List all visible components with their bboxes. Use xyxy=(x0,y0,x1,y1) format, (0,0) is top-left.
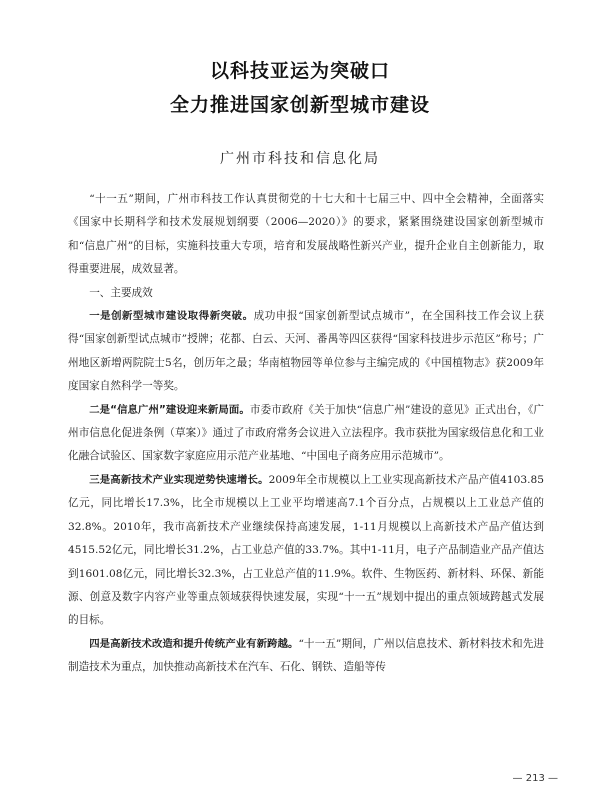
paragraph-hightech-growth-lead: 三是高新技术产业实现逆势快速增长。 xyxy=(89,473,269,486)
page-number: — 213 — xyxy=(512,773,558,784)
paragraph-traditional-upgrade-text: “十一五”期间，广州以信息技术、新材料技术和先进制造技术为重点，加快推动高新技术在汽车、石化、钢铁、造船等传 xyxy=(68,637,544,674)
intro-paragraph xyxy=(68,188,544,282)
intro-paragraph-text: “十一五”期间，广州市科技工作认真贯彻党的十七大和十七届三中、四中全会精神，全面落实《国家中长期科学和技术发展规划纲要（2006—2020）》的要求，紧紧围绕建设国家创新型城市和“信息广州”的目标，实施科技重大专项，培育和发展战略性新兴产业，提升企业自主创新能力，取得重要进展，成效显著。 xyxy=(68,193,544,276)
paragraph-information-guangzhou-text: 市委市政府《关于加快“信息广州”建设的意见》正式出台，《广州市信息化促进条例（草案）》通过了市政府常务会议进入立法程序。我市获批为国家级信息化和工业化融合试验区、国家数字家庭应用示范产业基地、“中国电子商务应用示范城市”。 xyxy=(68,403,544,463)
section-heading xyxy=(68,282,544,305)
paragraph-information-guangzhou-lead: 二是“信息广州”建设迎来新局面。 xyxy=(89,403,250,416)
paragraph-hightech-growth-text: 2009年全市规模以上工业实现高新技术产品产值4103.85亿元，同比增长17.3%，比全市规模以上工业平均增速高7.1个百分点，占规模以上工业总产值的32.8%。2010年，我市高新技术产业继续保持高速发展，1-11月规模以上高新技术产品产值达到4515.52亿元，同比增长31.2%，占工业总产值的33.7%。其中1-11月，电子产品制造业产品产值达到1601.08亿元，同比增长32.3%，占工业总产值的11.9%。软件、生物医药、新材料、环保、新能源、创意及数字内容产业等重点领域获得快速发展，实现“十一五”规划中提出的重点领域跨越式发展的目标。 xyxy=(68,473,544,627)
section-heading-text: 一、主要成效 xyxy=(89,286,153,299)
document-title-line-2: 全力推进国家创新型城市建设 xyxy=(169,94,430,116)
paragraph-innovation-city-lead: 一是创新型城市建设取得新突破。 xyxy=(89,310,254,323)
paragraph-traditional-upgrade-lead: 四是高新技术改造和提升传统产业有新跨越。 xyxy=(89,637,299,650)
paragraph-information-guangzhou xyxy=(68,399,544,469)
paragraph-innovation-city-text: 成功申报“国家创新型试点城市”，在全国科技工作会议上获得“国家创新型试点城市”授牌；花都、白云、天河、番禺等四区获得“国家科技进步示范区”称号；广州地区新增两院院士5名，创历年之最；华南植物园等单位参与主编完成的《中国植物志》获2009年度国家自然科学一等奖。 xyxy=(68,310,544,393)
document-body xyxy=(68,188,544,680)
paragraph-hightech-growth xyxy=(68,469,544,633)
paragraph-traditional-upgrade xyxy=(68,633,544,680)
document-author: 广州市科技和信息化局 xyxy=(220,151,380,167)
document-title-line-1: 以科技亚运为突破口 xyxy=(209,60,390,82)
paragraph-innovation-city xyxy=(68,305,544,399)
